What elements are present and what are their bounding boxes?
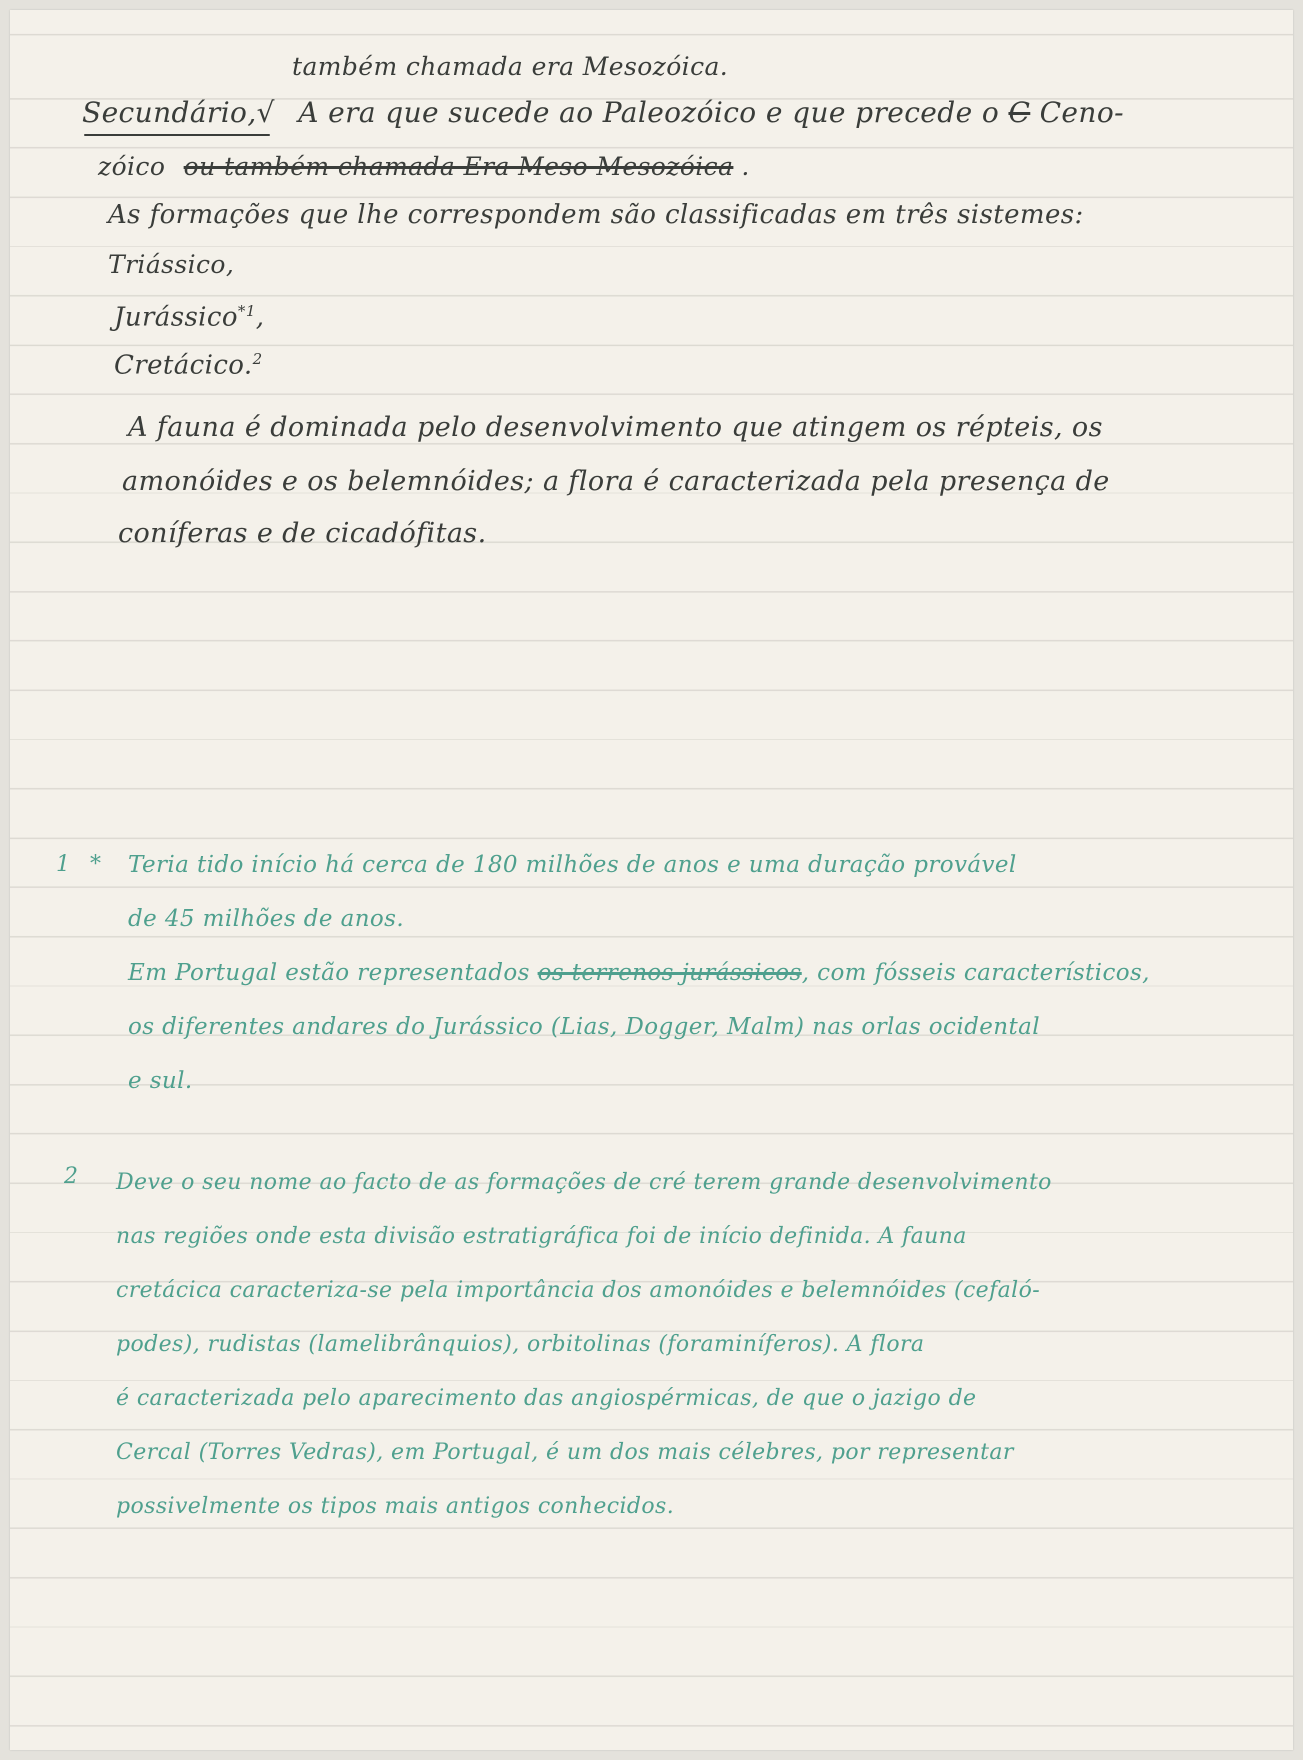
note1-line-3-struck: os terrenos jurássicos [537, 960, 802, 986]
note1-line-3 [128, 960, 1150, 986]
line3: As formações que lhe correspondem são classificadas em três sistemes: [108, 200, 1084, 230]
heading-line [82, 96, 1124, 129]
fauna-line-2: amonóides e os belemnóides; a flora é caracterizada pela presença de [122, 466, 1110, 497]
note1-marker: * [90, 852, 101, 877]
system-jurassic [114, 302, 264, 333]
note2-line-6: Cercal (Torres Vedras), em Portugal, é um dos mais célebres, por representar [116, 1440, 1014, 1465]
heading-word: Secundário, [82, 96, 257, 129]
note1-number: 1 [56, 852, 70, 877]
system-jurassic-label: Jurássico [114, 302, 238, 333]
note1-line-2: de 45 milhões de anos. [128, 906, 405, 932]
line1-struck-text: C [1008, 96, 1031, 129]
system-cretaceous [114, 350, 263, 381]
system-jurassic-end: , [255, 302, 265, 333]
note2-line-1: Deve o seu nome ao facto de as formações de cré terem grande desenvolvimento [116, 1170, 1052, 1195]
note1-line-5: e sul. [128, 1068, 193, 1094]
line1-text: A era que sucede ao Paleozóico e que precede o [298, 96, 1000, 129]
line2-start-text: zóico [98, 152, 166, 181]
line1-end-text: Ceno- [1039, 96, 1124, 129]
note1-line-4: os diferentes andares do Jurássico (Lias, Dogger, Malm) nas orlas ocidental [128, 1014, 1040, 1040]
note2-line-7: possivelmente os tipos mais antigos conhecidos. [116, 1494, 675, 1519]
system-cretaceous-label: Cretácico. [114, 350, 253, 381]
footnote-mark-2: 2 [252, 350, 263, 368]
note2-line-3: cretácica caracteriza-se pela importância dos amonóides e belemnóides (cefaló- [116, 1278, 1041, 1303]
note1-line-1: Teria tido início há cerca de 180 milhões de anos e uma duração provável [128, 852, 1017, 878]
manuscript-page [10, 10, 1293, 1750]
fauna-line-1: A fauna é dominada pelo desenvolvimento que atingem os répteis, os [128, 412, 1103, 443]
note1-line-3-end: , com fósseis característicos, [801, 960, 1150, 986]
fauna-line-3: coníferas e de cicadófitas. [118, 518, 487, 549]
insertion-text: também chamada era Mesozóica. [292, 52, 729, 81]
line2 [98, 152, 750, 181]
heading-underline [84, 134, 270, 136]
footnote-mark-1: *1 [237, 302, 256, 320]
note1-line-3-start: Em Portugal estão representados [128, 960, 530, 986]
system-triassic: Triássico, [108, 250, 235, 279]
note2-number: 2 [64, 1164, 78, 1189]
line2-end-text: . [741, 152, 750, 181]
note2-line-4: podes), rudistas (lamelibrânquios), orbitolinas (foraminíferos). A flora [116, 1332, 925, 1357]
line2-struck-text: ou também chamada Era Meso Mesozóica [183, 152, 734, 181]
check-mark-icon: √ [256, 96, 275, 129]
note2-line-5: é caracterizada pelo aparecimento das angiospérmicas, de que o jazigo de [116, 1386, 977, 1411]
note2-line-2: nas regiões onde esta divisão estratigráfica foi de início definida. A fauna [116, 1224, 967, 1249]
